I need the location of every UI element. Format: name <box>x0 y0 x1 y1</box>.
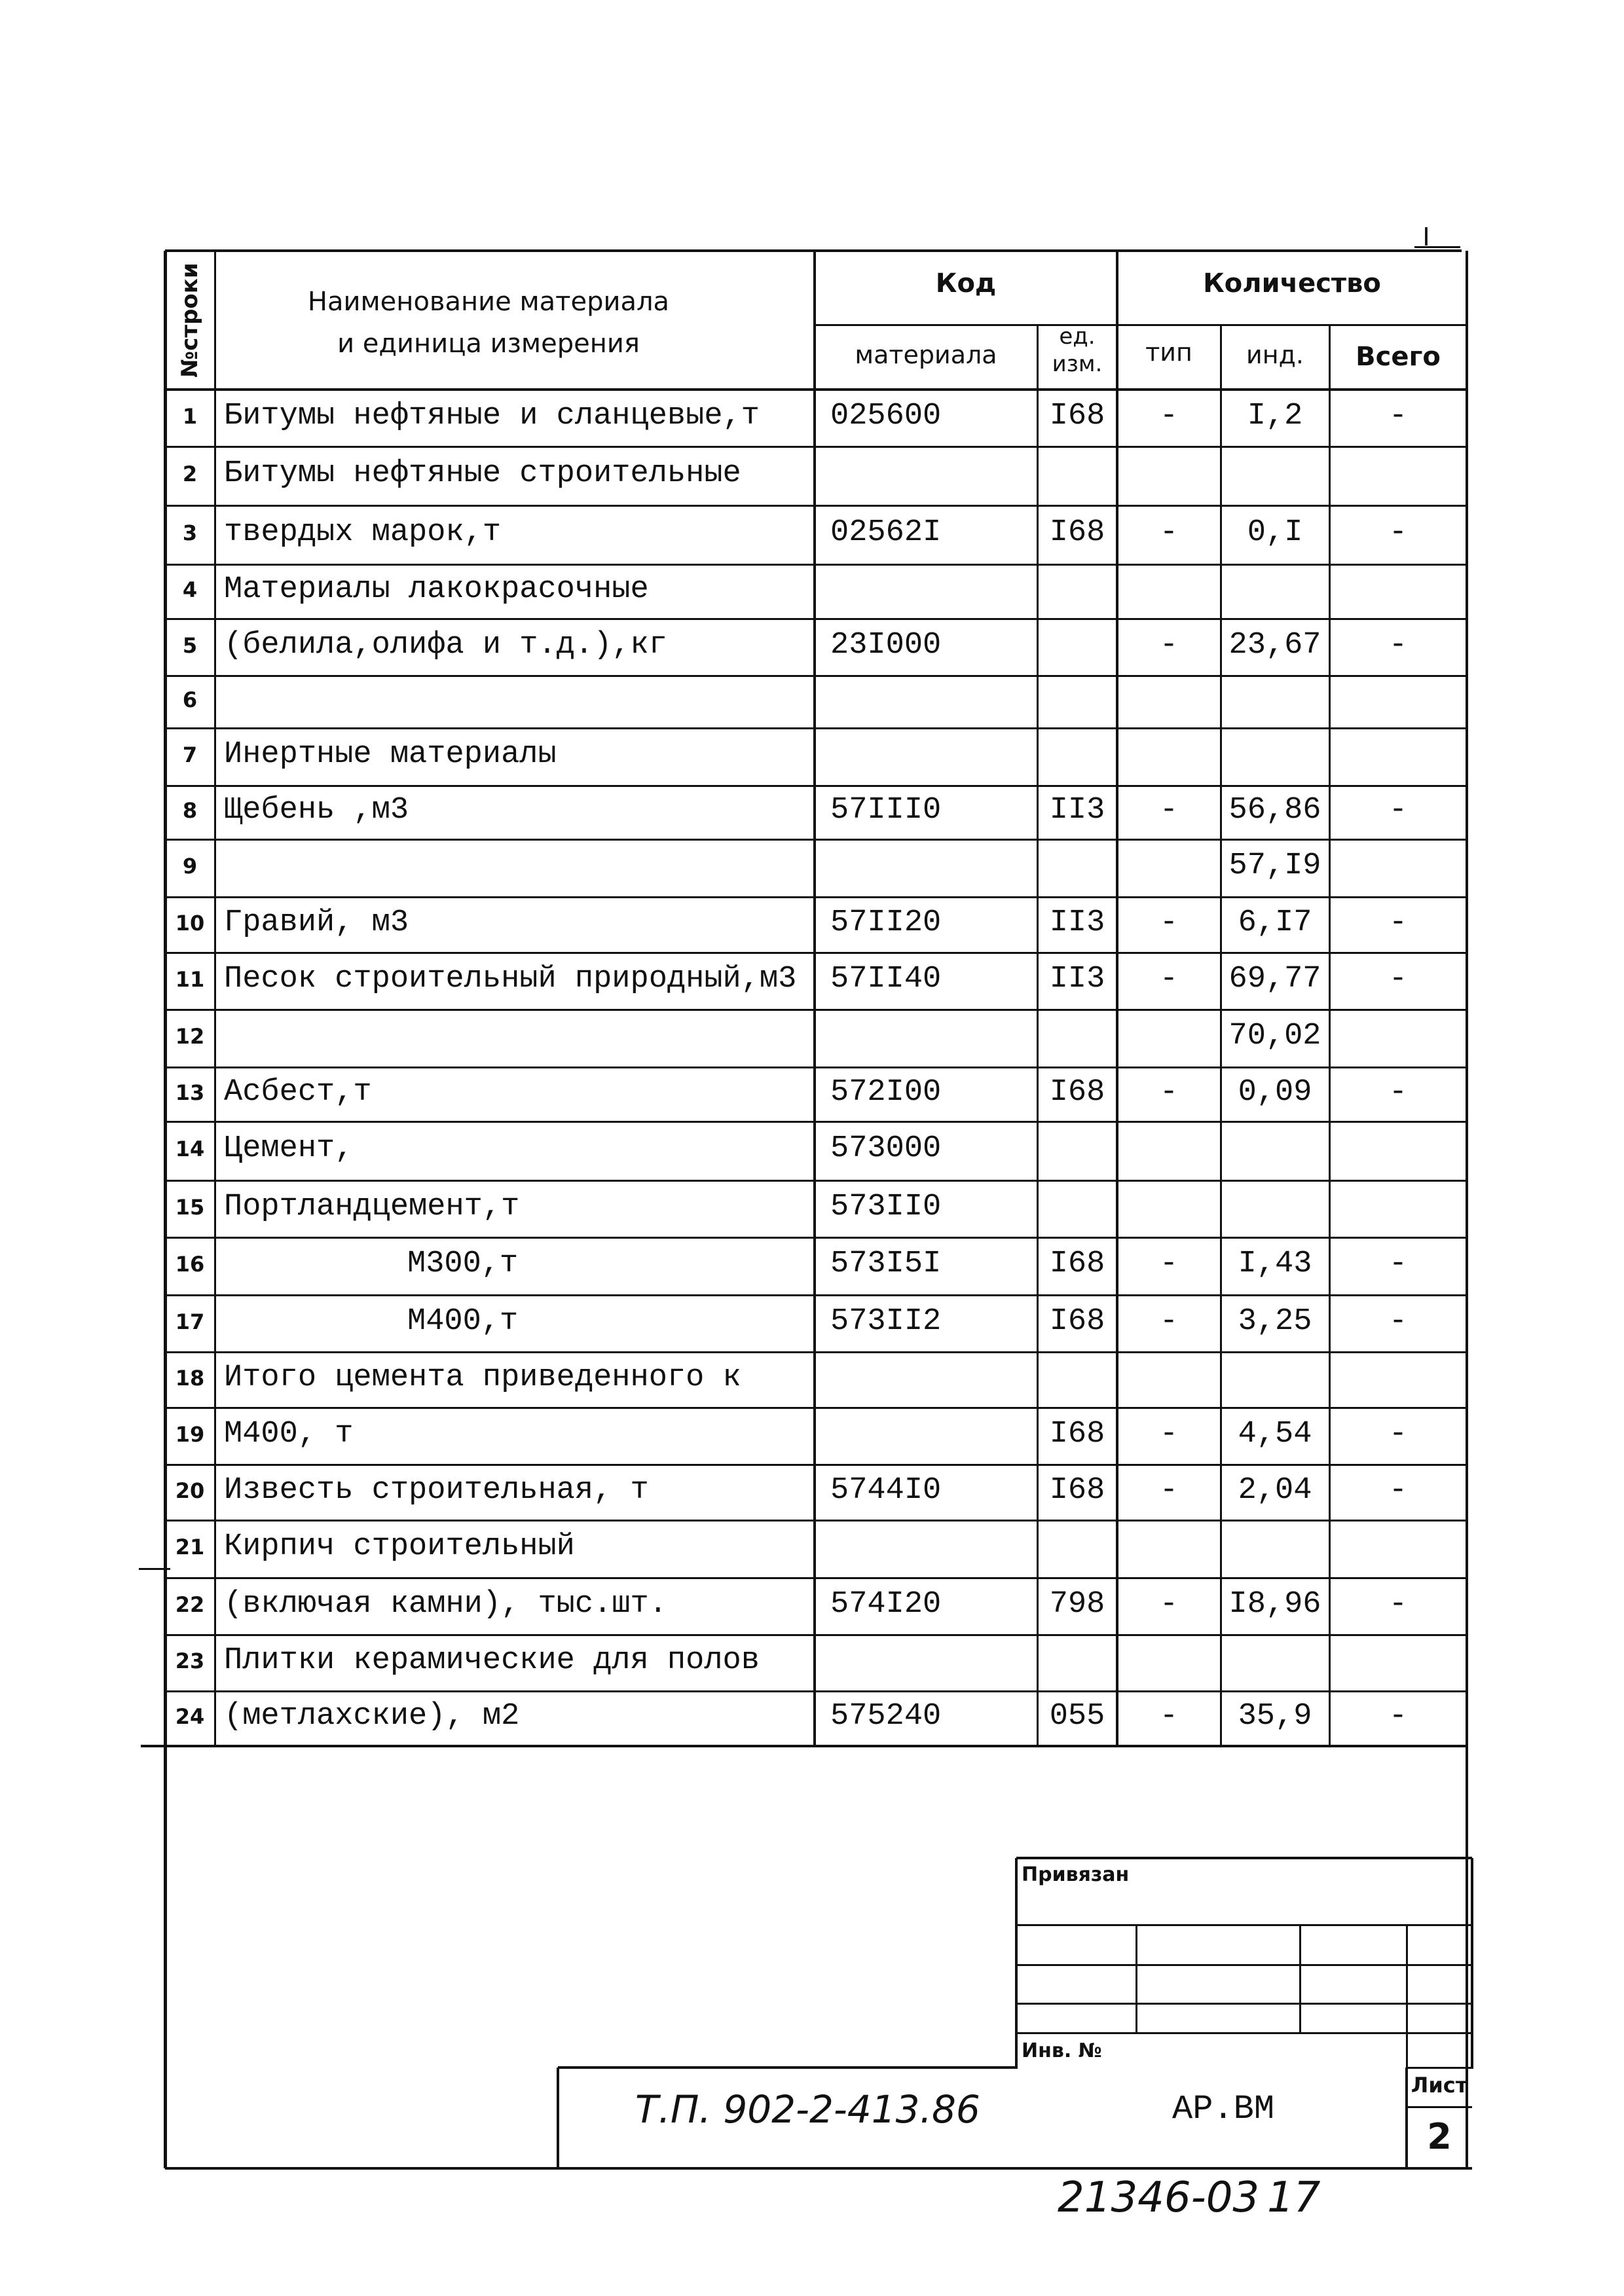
row-number: 7 <box>182 742 198 767</box>
material-name: Известь строительная, т <box>224 1473 649 1508</box>
row-number: 24 <box>175 1704 205 1729</box>
material-name: твердых марок,т <box>224 515 502 550</box>
material-name: Гравий, м3 <box>224 905 409 940</box>
col-unit-border <box>1116 251 1118 1746</box>
row-line <box>165 1294 1467 1296</box>
row-number: 23 <box>175 1649 205 1673</box>
col-name-border <box>813 251 816 1746</box>
material-code: 23I000 <box>830 628 942 663</box>
qty-type: - <box>1159 628 1179 663</box>
material-name: Материалы лакокрасочные <box>224 572 649 607</box>
qty-ind: 35,9 <box>1238 1699 1312 1734</box>
name-header-line2: и единица измерения <box>337 329 640 359</box>
code-material-header: материала <box>855 340 997 369</box>
quantity-group-header: Количество <box>1203 268 1381 299</box>
qty-type: - <box>1159 1247 1179 1281</box>
qty-ind: 69,77 <box>1228 962 1321 996</box>
qty-type: - <box>1159 1587 1179 1622</box>
row-line <box>165 1464 1467 1466</box>
unit-header-line1: ед. <box>1059 323 1096 350</box>
unit-code: I68 <box>1049 1075 1105 1110</box>
material-name: Инертные материалы <box>224 737 557 772</box>
qty-total: - <box>1388 793 1408 828</box>
qty-type: - <box>1159 1075 1179 1110</box>
row-line <box>165 839 1467 841</box>
row-number: 18 <box>175 1366 205 1391</box>
unit-code: I68 <box>1049 1247 1105 1281</box>
material-code: 57II40 <box>830 962 942 996</box>
inv-no-label: Инв. № <box>1022 2039 1102 2062</box>
qty-ind: I,43 <box>1238 1247 1312 1281</box>
material-code: 573I5I <box>830 1247 942 1281</box>
stamp-row <box>1016 1964 1472 1966</box>
material-name: Битумы нефтяные строительные <box>224 456 741 491</box>
qty-type: - <box>1159 1699 1179 1734</box>
row-number: 19 <box>175 1422 205 1447</box>
row-line <box>165 1066 1467 1068</box>
name-header-line1: Наименование материала <box>307 287 670 317</box>
stamp-top <box>1016 1857 1472 1859</box>
qty-total: - <box>1388 1417 1408 1451</box>
row-number: 21 <box>175 1535 205 1559</box>
row-number: 1 <box>182 404 198 429</box>
row-number: 17 <box>175 1309 205 1334</box>
drawing-designation: Т.П. 902-2-413.86 <box>635 2087 980 2132</box>
row-number: 6 <box>182 687 198 712</box>
sheet-mid <box>1407 2106 1472 2108</box>
material-name: Итого цемента приведенного к <box>224 1360 741 1395</box>
row-line <box>165 785 1467 787</box>
qty-ind: 57,I9 <box>1228 848 1321 883</box>
sheet-top <box>1407 2067 1472 2069</box>
material-name: Битумы нефтяные и сланцевые,т <box>224 399 760 433</box>
unit-code: II3 <box>1049 905 1105 940</box>
row-line <box>165 675 1467 677</box>
qty-total: - <box>1388 962 1408 996</box>
qty-ind: 56,86 <box>1228 793 1321 828</box>
material-code: 57III0 <box>830 793 942 828</box>
material-name: (белила,олифа и т.д.),кг <box>224 628 667 663</box>
material-code: 575240 <box>830 1699 942 1734</box>
qty-ind: 0,I <box>1247 515 1303 550</box>
material-code: 573II2 <box>830 1304 942 1339</box>
row-line <box>165 1577 1467 1579</box>
qty-ind: 2,04 <box>1238 1473 1312 1508</box>
drawing-section: АР.ВМ <box>1172 2090 1275 2128</box>
row-line <box>165 1009 1467 1011</box>
row-line <box>165 1634 1467 1636</box>
material-name: Песок строительный природный,м3 <box>224 962 797 996</box>
sheet-label: Лист <box>1411 2073 1468 2098</box>
qty-ind: 3,25 <box>1238 1304 1312 1339</box>
row-number: 3 <box>182 520 198 545</box>
unit-code: 055 <box>1049 1699 1105 1734</box>
qty-total: - <box>1388 1304 1408 1339</box>
material-code: 574I20 <box>830 1587 942 1622</box>
material-name: Асбест,т <box>224 1075 372 1110</box>
unit-code: II3 <box>1049 962 1105 996</box>
row-line <box>165 388 1467 391</box>
material-code: 57II20 <box>830 905 942 940</box>
row-number: 2 <box>182 462 198 486</box>
unit-code: I68 <box>1049 1304 1105 1339</box>
material-name: М400,т <box>407 1304 519 1339</box>
qty-total: - <box>1388 628 1408 663</box>
margin-tick <box>139 1568 170 1570</box>
qty-total: - <box>1388 1473 1408 1508</box>
material-name: Щебень ,м3 <box>224 793 409 828</box>
row-number: 16 <box>175 1252 205 1277</box>
stamp-col <box>1406 2033 1408 2069</box>
unit-code: 798 <box>1049 1587 1105 1622</box>
qty-ind: 0,09 <box>1238 1075 1312 1110</box>
qty-total: - <box>1388 1075 1408 1110</box>
material-name: М300,т <box>407 1247 519 1281</box>
row-line <box>165 1690 1467 1692</box>
footer-page: 17 <box>1267 2174 1321 2222</box>
stamp-col <box>1135 1925 1137 2033</box>
stamp-col <box>1299 1925 1301 2033</box>
stamp-row <box>1016 1924 1472 1926</box>
material-name: Портландцемент,т <box>224 1190 520 1224</box>
unit-code: II3 <box>1049 793 1105 828</box>
footer-number: 21346-03 <box>1058 2174 1260 2222</box>
qty-type: - <box>1159 1473 1179 1508</box>
row-line <box>165 1520 1467 1522</box>
row-number: 20 <box>175 1478 205 1503</box>
qty-total: - <box>1388 515 1408 550</box>
page-bottom-border <box>165 2167 1472 2170</box>
material-code: 573000 <box>830 1131 942 1166</box>
stamp-row <box>1016 2003 1472 2005</box>
qty-total: - <box>1388 1699 1408 1734</box>
qty-type-header: тип <box>1145 338 1192 367</box>
row-line <box>165 952 1467 954</box>
unit-code: I68 <box>1049 515 1105 550</box>
unit-code: I68 <box>1049 1473 1105 1508</box>
row-line <box>165 618 1467 620</box>
row-line <box>165 727 1467 729</box>
stamp-row <box>1016 2032 1472 2034</box>
row-line <box>165 1351 1467 1353</box>
qty-ind: I,2 <box>1247 399 1303 433</box>
row-number: 4 <box>182 577 198 602</box>
attached-label: Привязан <box>1022 1863 1130 1886</box>
qty-ind: 4,54 <box>1238 1417 1312 1451</box>
row-number: 13 <box>175 1080 205 1105</box>
material-code: 025600 <box>830 399 942 433</box>
qty-ind-header: инд. <box>1246 340 1304 369</box>
material-code: 5744I0 <box>830 1473 942 1508</box>
row-line <box>165 505 1467 507</box>
qty-total: - <box>1388 399 1408 433</box>
row-number: 22 <box>175 1592 205 1617</box>
qty-ind: 70,02 <box>1228 1019 1321 1053</box>
header-mid-line <box>815 324 1467 326</box>
unit-code: I68 <box>1049 399 1105 433</box>
row-number-header: №строки <box>177 263 203 378</box>
row-number: 14 <box>175 1137 205 1161</box>
code-group-header: Код <box>935 268 997 299</box>
row-number: 11 <box>175 967 205 992</box>
row-line <box>165 896 1467 898</box>
row-line <box>141 1745 1467 1747</box>
row-line <box>165 446 1467 448</box>
material-code: 573II0 <box>830 1190 942 1224</box>
qty-type: - <box>1159 1304 1179 1339</box>
sheet-number: 2 <box>1427 2116 1452 2157</box>
qty-total-header: Всего <box>1356 342 1441 372</box>
qty-total: - <box>1388 905 1408 940</box>
top-mark: I <box>1422 223 1430 251</box>
row-number: 8 <box>182 798 198 823</box>
row-line <box>165 1407 1467 1409</box>
qty-type: - <box>1159 905 1179 940</box>
qty-type: - <box>1159 515 1179 550</box>
qty-type: - <box>1159 399 1179 433</box>
qty-ind: 23,67 <box>1228 628 1321 663</box>
designation-top <box>558 2066 1016 2069</box>
qty-total: - <box>1388 1247 1408 1281</box>
row-number: 10 <box>175 911 205 936</box>
row-number: 5 <box>182 633 198 658</box>
qty-ind: 6,I7 <box>1238 905 1312 940</box>
qty-type: - <box>1159 1417 1179 1451</box>
row-line <box>165 564 1467 566</box>
stamp-col <box>1406 1925 1408 2033</box>
material-name: Плитки керамические для полов <box>224 1643 760 1678</box>
qty-type: - <box>1159 962 1179 996</box>
material-name: Кирпич строительный <box>224 1529 575 1564</box>
material-name: Цемент, <box>224 1131 354 1166</box>
unit-code: I68 <box>1049 1417 1105 1451</box>
material-code: 572I00 <box>830 1075 942 1110</box>
unit-header-line2: изм. <box>1052 351 1103 377</box>
row-number: 15 <box>175 1195 205 1220</box>
qty-type: - <box>1159 793 1179 828</box>
designation-left <box>557 2068 559 2168</box>
material-name: М400, т <box>224 1417 354 1451</box>
qty-ind: I8,96 <box>1228 1587 1321 1622</box>
row-line <box>165 1237 1467 1239</box>
material-name: (включая камни), тыс.шт. <box>224 1587 667 1622</box>
material-name: (метлахские), м2 <box>224 1699 520 1734</box>
row-line <box>165 1121 1467 1123</box>
row-line <box>165 1180 1467 1182</box>
qty-total: - <box>1388 1587 1408 1622</box>
row-number: 12 <box>175 1024 205 1049</box>
row-number: 9 <box>182 854 198 879</box>
material-code: 02562I <box>830 515 942 550</box>
